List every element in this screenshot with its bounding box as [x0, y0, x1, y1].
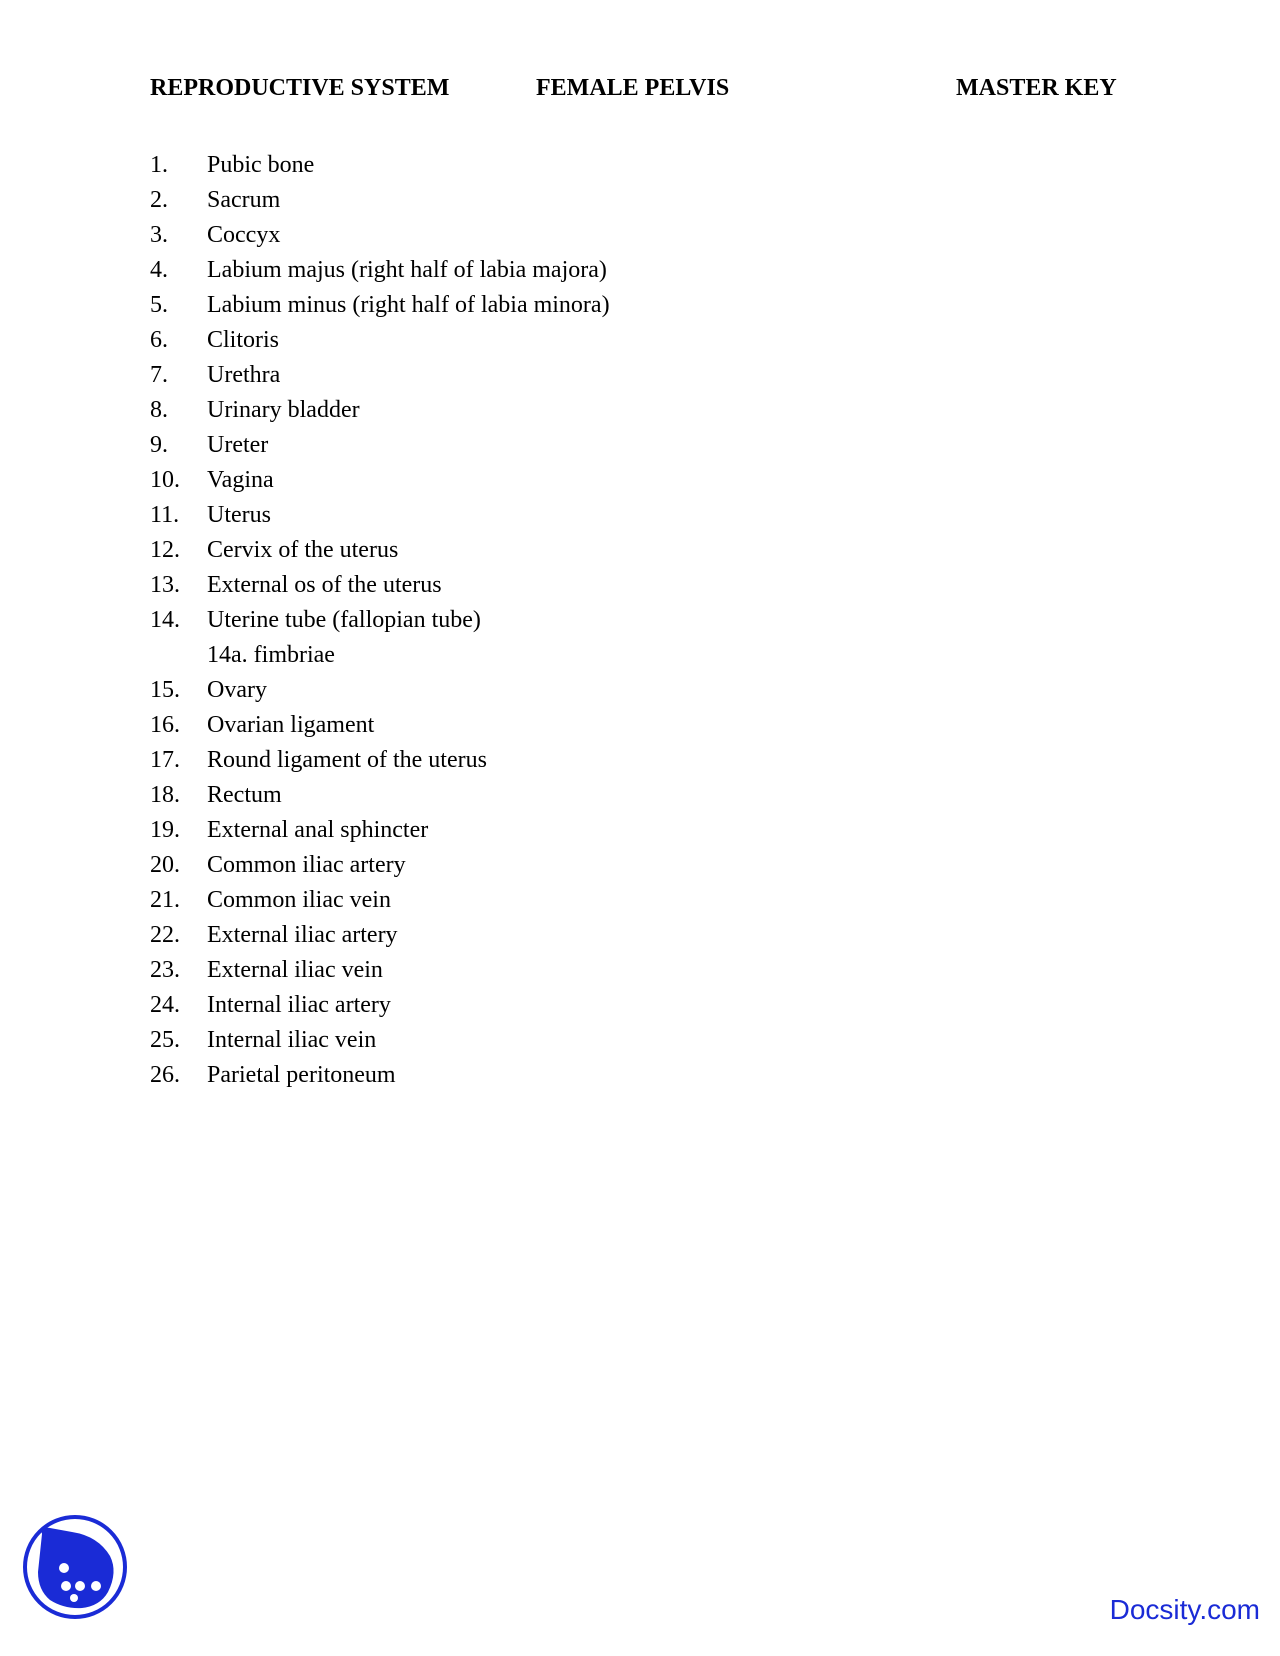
- list-item: [150, 988, 950, 1023]
- item-term: Urinary bladder: [207, 397, 360, 423]
- item-term: Cervix of the uterus: [207, 537, 399, 563]
- item-term: Parietal peritoneum: [207, 1062, 396, 1088]
- item-number: 16.: [150, 712, 180, 738]
- list-item: [150, 673, 950, 708]
- item-number: 20.: [150, 852, 180, 878]
- item-term: Coccyx: [207, 222, 281, 248]
- item-number: 22.: [150, 922, 180, 948]
- item-term: Pubic bone: [207, 152, 315, 178]
- item-term: Labium majus (right half of labia majora): [207, 257, 607, 283]
- header-topic: REPRODUCTIVE SYSTEM: [150, 75, 450, 101]
- list-item: [150, 883, 950, 918]
- list-item: [150, 708, 950, 743]
- list-item: [150, 568, 950, 603]
- item-term: Sacrum: [207, 187, 281, 213]
- item-number: 8.: [150, 397, 168, 423]
- item-number: 4.: [150, 257, 168, 283]
- item-number: 7.: [150, 362, 168, 388]
- list-item: [150, 848, 950, 883]
- item-term: External anal sphincter: [207, 817, 429, 843]
- item-term: External iliac artery: [207, 922, 398, 948]
- item-term: Urethra: [207, 362, 281, 388]
- item-term: Common iliac vein: [207, 887, 391, 913]
- item-number: 11.: [150, 502, 180, 528]
- item-number: 23.: [150, 957, 180, 983]
- item-term: Ureter: [207, 432, 269, 458]
- list-item: [150, 1023, 950, 1058]
- list-item: [150, 533, 950, 568]
- list-item: [150, 288, 950, 323]
- list-item: [150, 183, 950, 218]
- item-term: External os of the uterus: [207, 572, 442, 598]
- item-term: Labium minus (right half of labia minora): [207, 292, 610, 318]
- list-item: [150, 603, 950, 638]
- item-number: 17.: [150, 747, 180, 773]
- item-number: 3.: [150, 222, 168, 248]
- item-term: Ovary: [207, 677, 267, 703]
- item-number: 21.: [150, 887, 180, 913]
- list-item: [150, 148, 950, 183]
- item-term: Ovarian ligament: [207, 712, 375, 738]
- item-number: 13.: [150, 572, 180, 598]
- header-subject: FEMALE PELVIS: [536, 75, 730, 101]
- list-item: [150, 918, 950, 953]
- docsity-logo-icon[interactable]: [20, 1512, 130, 1622]
- list-item: [150, 218, 950, 253]
- item-number: 26.: [150, 1062, 180, 1088]
- list-subitem: [150, 638, 950, 673]
- item-number: 12.: [150, 537, 180, 563]
- item-term: Common iliac artery: [207, 852, 406, 878]
- item-number: 6.: [150, 327, 168, 353]
- item-number: 19.: [150, 817, 180, 843]
- item-term: Round ligament of the uterus: [207, 747, 487, 773]
- item-number: 9.: [150, 432, 168, 458]
- list-item: [150, 393, 950, 428]
- list-item: [150, 743, 950, 778]
- docsity-brand-link[interactable]: Docsity.com: [1109, 1594, 1260, 1625]
- list-item: [150, 358, 950, 393]
- list-item: [150, 1058, 950, 1093]
- item-term: 14a. fimbriae: [207, 642, 335, 668]
- item-number: 25.: [150, 1027, 180, 1053]
- list-item: [150, 428, 950, 463]
- list-item: [150, 778, 950, 813]
- header-key-label: MASTER KEY: [956, 75, 1117, 101]
- answer-key-list: [150, 148, 950, 1093]
- item-number: 15.: [150, 677, 180, 703]
- item-number: 10.: [150, 467, 180, 493]
- item-number: 18.: [150, 782, 180, 808]
- item-number: 1.: [150, 152, 168, 178]
- item-number: 5.: [150, 292, 168, 318]
- list-item: [150, 323, 950, 358]
- item-term: Uterus: [207, 502, 271, 528]
- list-item: [150, 953, 950, 988]
- list-item: [150, 498, 950, 533]
- item-term: Vagina: [207, 467, 274, 493]
- list-item: [150, 813, 950, 848]
- item-number: 14.: [150, 607, 180, 633]
- item-term: Internal iliac vein: [207, 1027, 377, 1053]
- item-number: 24.: [150, 992, 180, 1018]
- list-item: [150, 253, 950, 288]
- item-number: 2.: [150, 187, 168, 213]
- item-term: Internal iliac artery: [207, 992, 391, 1018]
- item-term: Clitoris: [207, 327, 280, 353]
- item-term: Rectum: [207, 782, 282, 808]
- list-item: [150, 463, 950, 498]
- item-term: External iliac vein: [207, 957, 383, 983]
- item-term: Uterine tube (fallopian tube): [207, 607, 481, 633]
